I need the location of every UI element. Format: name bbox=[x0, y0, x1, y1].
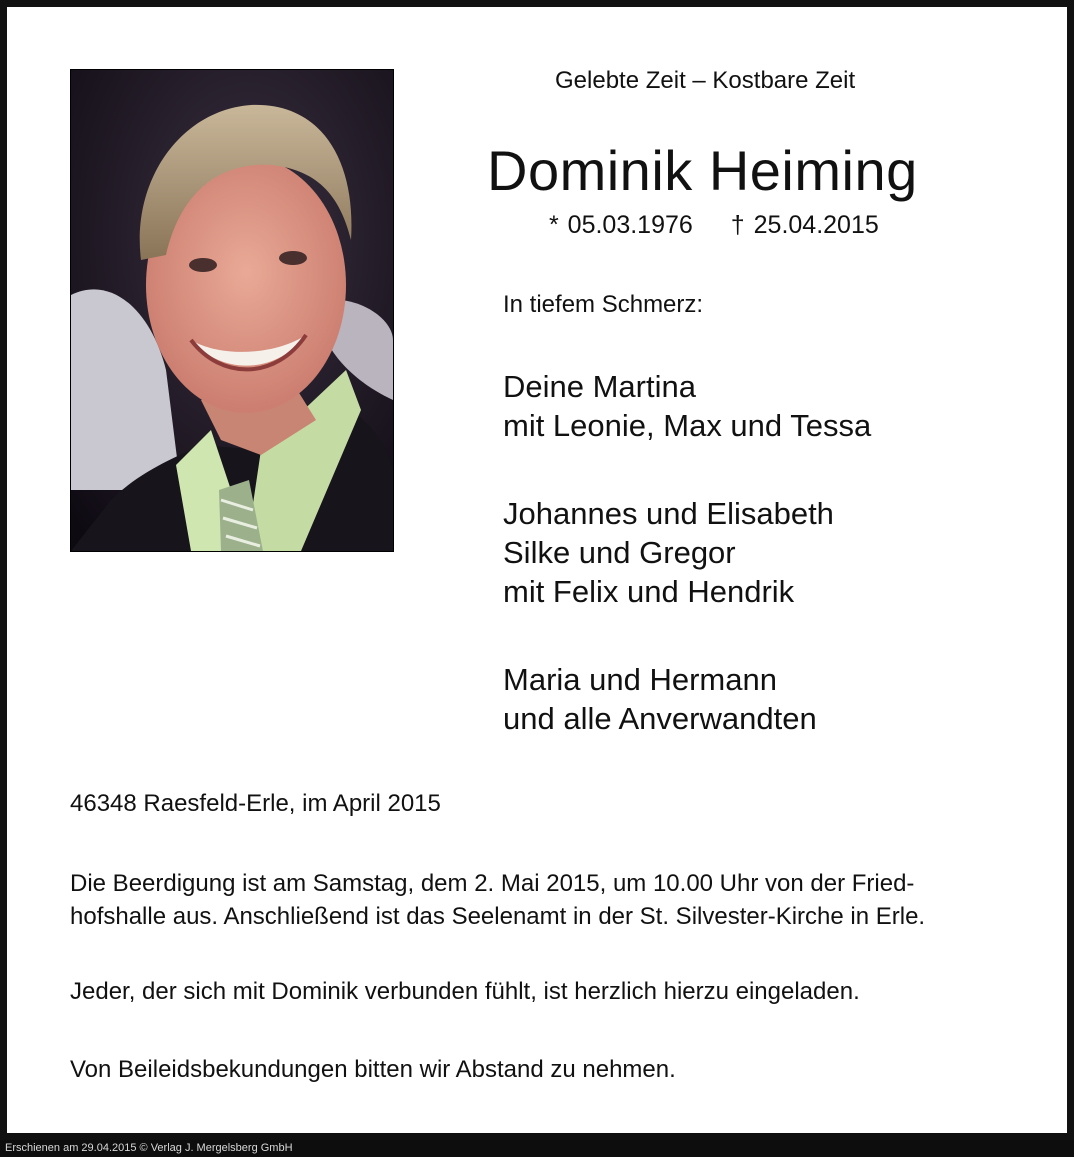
invitation-text: Jeder, der sich mit Dominik verbunden fühlt, ist herzlich hierzu eingeladen. bbox=[70, 978, 860, 1005]
funeral-details bbox=[70, 867, 925, 933]
mourner-line: mit Felix und Hendrik bbox=[503, 574, 795, 609]
mourner-line: mit Leonie, Max und Tessa bbox=[503, 408, 872, 443]
mourner-line: Maria und Hermann bbox=[503, 662, 777, 697]
death-date: † 25.04.2015 bbox=[730, 211, 879, 239]
mourner-line: und alle Anverwandten bbox=[503, 701, 817, 736]
mourner-line: Silke und Gregor bbox=[503, 535, 736, 570]
mourner-group bbox=[503, 367, 871, 445]
mourner-line: Deine Martina bbox=[503, 369, 696, 404]
funeral-line: hofshalle aus. Anschließend ist das Seelenamt in der St. Silvester-Kirche in Erle. bbox=[70, 903, 926, 930]
funeral-line: Die Beerdigung ist am Samstag, dem 2. Mai 2015, um 10.00 Uhr von der Fried- bbox=[70, 870, 915, 897]
mourner-line: Johannes und Elisabeth bbox=[503, 496, 834, 531]
place-and-date: 46348 Raesfeld-Erle, im April 2015 bbox=[70, 790, 441, 817]
portrait-photo bbox=[70, 69, 394, 552]
mourning-intro: In tiefem Schmerz: bbox=[503, 291, 704, 318]
mourner-group bbox=[503, 660, 817, 738]
motto: Gelebte Zeit – Kostbare Zeit bbox=[555, 67, 856, 94]
publication-footer: Erschienen am 29.04.2015 © Verlag J. Mergelsberg GmbH bbox=[0, 1140, 1074, 1157]
birth-date: * 05.03.1976 bbox=[549, 211, 693, 239]
life-dates bbox=[549, 211, 879, 240]
condolence-note: Von Beileidsbekundungen bitten wir Abstand zu nehmen. bbox=[70, 1056, 676, 1083]
mourner-group bbox=[503, 494, 834, 611]
deceased-name: Dominik Heiming bbox=[487, 139, 918, 202]
